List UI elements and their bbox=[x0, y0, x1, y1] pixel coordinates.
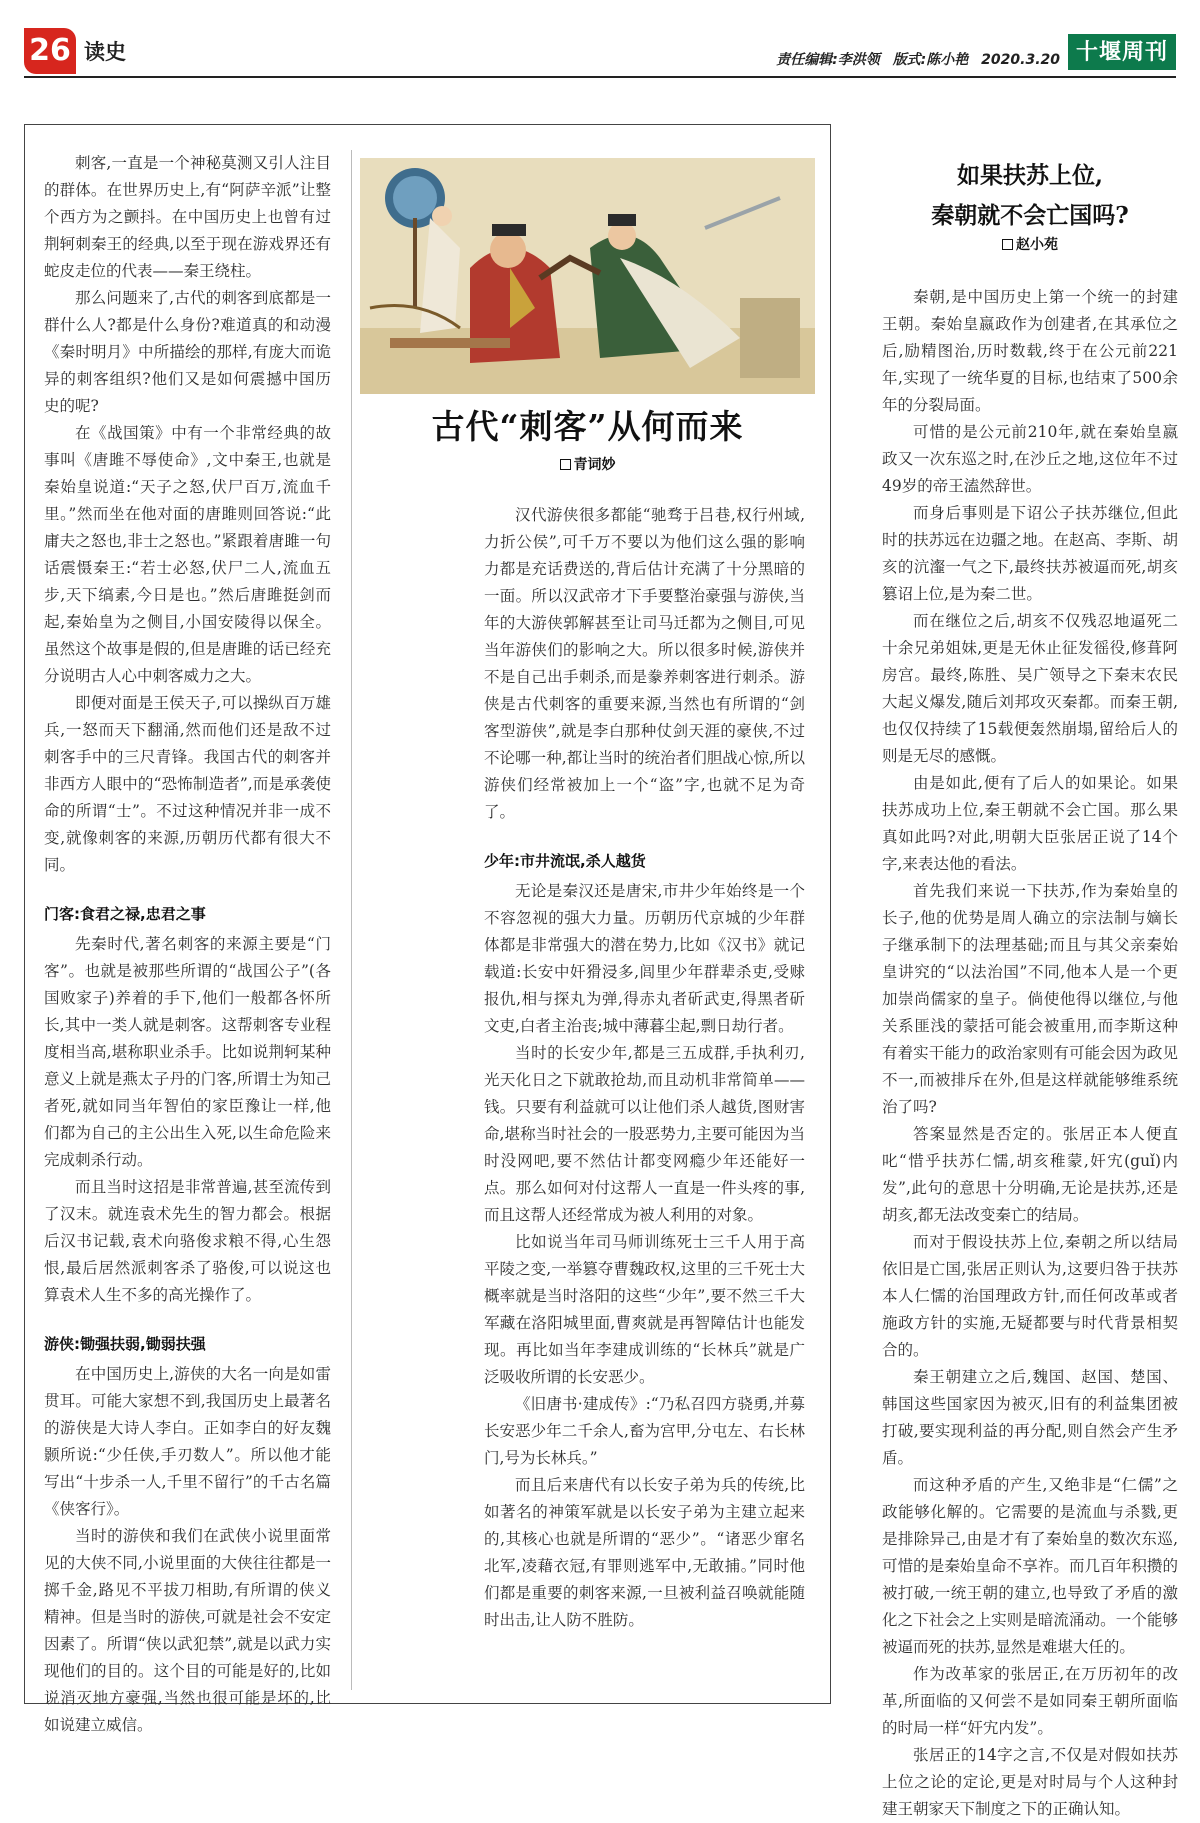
paragraph: 而且后来唐代有以长安子弟为兵的传统,比如著名的神策军就是以长安子弟为主建立起来的,其核心也就是所谓的“恶少”。“诸恶少窜名北军,凌藉衣冠,有罪则逃军中,无敢捕。”同时他们都是重要的刺客来源,一旦被利益召唤就能随时出击,让人防不胜防。 bbox=[484, 1476, 805, 1629]
paragraph: 可惜的是公元前210年,就在秦始皇嬴政又一次东巡之时,在沙丘之地,这位年不过49岁的帝王溘然辞世。 bbox=[882, 423, 1178, 495]
header-rule bbox=[24, 76, 1176, 78]
paragraph: 答案显然是否定的。张居正本人便直叱“惜乎扶苏仁懦,胡亥稚蒙,奸宄(guǐ)内发”,此句的意思十分明确,无论是扶苏,还是胡亥,都无法改变秦亡的结局。 bbox=[882, 1125, 1178, 1224]
header-credits bbox=[768, 50, 1060, 70]
side-article-title bbox=[880, 156, 1180, 236]
main-article-column-2 bbox=[484, 502, 805, 1634]
main-article-byline bbox=[360, 454, 815, 476]
paragraph: 而这种矛盾的产生,又绝非是“仁儒”之政能够化解的。它需要的是流血与杀戮,更是排除异己,由是才有了秦始皇的数次东巡,可惜的是秦始皇命不享祚。而几百年积攒的被打破,一统王朝的建立,也导致了矛盾的激化之下社会之上实则是暗流涌动。一个能够被逼而死的扶苏,显然是难堪大任的。 bbox=[882, 1476, 1178, 1656]
column-divider bbox=[351, 150, 352, 1690]
paragraph: 首先我们来说一下扶苏,作为秦始皇的长子,他的优势是周人确立的宗法制与嫡长子继承制下的法理基础;而且与其父亲秦始皇讲究的“以法治国”不同,他本人是一个更加崇尚儒家的皇子。倘使他得以继位,与他关系匪浅的蒙括可能会被重用,而李斯这种有着实干能力的政治家则有可能会因为政见不一,而被排斥在外,但是这样就能够维系统治了吗? bbox=[882, 882, 1178, 1116]
paragraph: 由是如此,便有了后人的如果论。如果扶苏成功上位,秦王朝就不会亡国。那么果真如此吗?对此,明朝大臣张居正说了14个字,来表达他的看法。 bbox=[882, 774, 1178, 873]
paragraph: 当时的游侠和我们在武侠小说里面常见的大侠不同,小说里面的大侠往往都是一掷千金,路见不平拔刀相助,有所谓的侠义精神。但是当时的游侠,可就是社会不安定因素了。所谓“侠以武犯禁”,就是以武力实现他们的目的。这个目的可能是好的,比如说消灭地方豪强,当然也很可能是坏的,比如说建立威信。 bbox=[44, 1527, 331, 1734]
paragraph: 张居正的14字之言,不仅是对假如扶苏上位之论的定论,更是对时局与个人这种封建王朝家天下制度之下的正确认知。 bbox=[882, 1746, 1178, 1818]
paragraph: 无论是秦汉还是唐宋,市井少年始终是一个不容忽视的强大力量。历朝历代京城的少年群体都是非常强大的潜在势力,比如《汉书》就记载道:长安中奸猾浸多,闾里少年群辈杀吏,受赇报仇,相与探丸为弹,得赤丸者斫武吏,得黑者斫文吏,白者主治丧;城中薄暮尘起,剽日劫行者。 bbox=[484, 882, 805, 1035]
paragraph: 而对于假设扶苏上位,秦朝之所以结局依旧是亡国,张居正则认为,这要归咎于扶苏本人仁懦的治国理政方针,而任何改革或者施政方针的实施,无疑都要与时代背景相契合的。 bbox=[882, 1233, 1178, 1359]
side-title-line-1: 如果扶苏上位, bbox=[956, 162, 1103, 189]
paragraph: 秦王朝建立之后,魏国、赵国、楚国、韩国这些国家因为被灭,旧有的利益集团被打破,要实现利益的再分配,则自然会产生矛盾。 bbox=[882, 1368, 1178, 1467]
main-article-title: 古代“刺客”从何而来 bbox=[431, 407, 744, 446]
section-name: 读史 bbox=[84, 40, 126, 64]
paragraph: 而且当时这招是非常普遍,甚至流传到了汉末。就连袁术先生的智力都会。根据后汉书记载,袁术向骆俊求粮不得,心生怨恨,最后居然派刺客杀了骆俊,可以说这也算袁术人生不多的高光操作了。 bbox=[44, 1178, 331, 1304]
main-author: 青词妙 bbox=[573, 457, 616, 473]
side-author: 赵小苑 bbox=[1016, 237, 1058, 253]
paragraph: 刺客,一直是一个神秘莫测又引人注目的群体。在世界历史上,有“阿萨辛派”让整个西方为之颤抖。在中国历史上也曾有过荆轲刺秦王的经典,以至于现在游戏界还有蛇皮走位的代表——秦王绕柱。 bbox=[44, 154, 331, 280]
side-article-body bbox=[882, 284, 1178, 1823]
paragraph: 先秦时代,著名刺客的来源主要是“门客”。也就是被那些所谓的“战国公子”(各国败家子)养着的手下,他们一般都各怀所长,其中一类人就是刺客。这帮刺客专业程度相当高,堪称职业杀手。比如说荆轲某种意义上就是燕太子丹的门客,所谓士为知己者死,就如同当年智伯的家臣豫让一样,他们都为自己的主公出生入死,以生命危险来完成刺杀行动。 bbox=[44, 935, 331, 1169]
paragraph: 而身后事则是下诏公子扶苏继位,但此时的扶苏远在边疆之地。在赵高、李斯、胡亥的沆瀣一气之下,最终扶苏被逼而死,胡亥篡诏上位,是为秦二世。 bbox=[882, 504, 1178, 603]
paragraph: 比如说当年司马师训练死士三千人用于高平陵之变,一举篡夺曹魏政权,这里的三千死士大概率就是当时洛阳的这些“少年”,要不然三千大军藏在洛阳城里面,曹爽就是再智障估计也能发现。再比如当年李建成训练的“长林兵”就是广泛吸收所谓的长安恶少。 bbox=[484, 1233, 805, 1386]
main-article-column-1 bbox=[44, 150, 331, 1739]
paragraph: 当时的长安少年,都是三五成群,手执利刃,光天化日之下就敢抢劫,而且动机非常简单——钱。只要有利益就可以让他们杀人越货,图财害命,堪称当时社会的一股恶势力,主要可能因为当时没网吧,要不然估计都变网瘾少年还能好一点。那么如何对付这帮人一直是一件头疼的事,而且这帮人还经常成为被人利用的对象。 bbox=[484, 1044, 805, 1224]
section-heading-shaonian: 少年:市井流氓,杀人越货 bbox=[484, 852, 646, 870]
byline-box-icon bbox=[560, 459, 571, 470]
paragraph: 在中国历史上,游侠的大名一向是如雷贯耳。可能大家想不到,我国历史上最著名的游侠是大诗人李白。正如李白的好友魏颢所说:“少任侠,手刃数人”。所以他才能写出“十步杀一人,千里不留行”的千古名篇《侠客行》。 bbox=[44, 1365, 331, 1518]
paragraph: 作为改革家的张居正,在万历初年的改革,所面临的又何尝不是如同秦王朝所面临的时局一样“奸宄内发”。 bbox=[882, 1665, 1178, 1737]
side-title-line-2: 秦朝就不会亡国吗? bbox=[931, 202, 1129, 229]
paragraph: 在《战国策》中有一个非常经典的故事叫《唐雎不辱使命》,文中秦王,也就是秦始皇说道:“天子之怒,伏尸百万,流血千里。”然而坐在他对面的唐雎则回答说:“此庸夫之怒也,非士之怒也。”紧跟着唐雎一句话震慑秦王:“若士必怒,伏尸二人,流血五步,天下缟素,今日是也。”然后唐雎挺剑而起,秦始皇为之侧目,小国安陵得以保全。虽然这个故事是假的,但是唐雎的话已经充分说明古人心中刺客威力之大。 bbox=[44, 424, 331, 685]
paragraph: 秦朝,是中国历史上第一个统一的封建王朝。秦始皇嬴政作为创建者,在其承位之后,励精图治,历时数载,终于在公元前221年,实现了一统华夏的目标,也结束了500余年的分裂局面。 bbox=[882, 288, 1178, 414]
paragraph: 那么问题来了,古代的刺客到底都是一群什么人?都是什么身份?难道真的和动漫《秦时明月》中所描绘的那样,有庞大而诡异的刺客组织?他们又是如何震撼中国历史的呢? bbox=[44, 289, 331, 415]
page-number-badge: 26 bbox=[24, 28, 76, 74]
paragraph: 《旧唐书·建成传》:“乃私召四方骁勇,并募长安恶少年二千余人,畜为宫甲,分屯左、右长林门,号为长林兵。” bbox=[484, 1395, 805, 1467]
side-article-byline bbox=[880, 234, 1180, 256]
assassin-illustration bbox=[360, 158, 815, 394]
paragraph: 即便对面是王侯天子,可以操纵百万雄兵,一怒而天下翻涌,然而他们还是敌不过刺客手中的三尺青锋。我国古代的刺客并非西方人眼中的“恐怖制造者”,而是承袭使命的所谓“士”。不过这种情况并非一成不变,就像刺客的来源,历朝历代都有很大不同。 bbox=[44, 694, 331, 874]
issue-date: 2020.3.20 bbox=[981, 52, 1060, 68]
paragraph: 汉代游侠很多都能“驰骛于吕巷,权行州域,力折公侯”,可千万不要以为他们这么强的影响力都是充话费送的,背后估计充满了十分黑暗的一面。所以汉武帝才下手要整治豪强与游侠,当年的大游侠郭解甚至让司马迁都为之侧目,可见当年游侠们的影响之大。所以很多时候,游侠并不是自己出手刺杀,而是豢养刺客进行刺杀。游侠是古代刺客的重要来源,当然也有所谓的“剑客型游侠”,就是李白那种仗剑天涯的豪侠,不过不论哪一种,都让当时的统治者们胆战心惊,所以游侠们经常被加上一个“盗”字,也就不足为奇了。 bbox=[484, 506, 805, 821]
layout-credit: 版式:陈小艳 bbox=[892, 52, 969, 68]
byline-box-icon bbox=[1002, 239, 1013, 250]
editor-credit: 责任编辑:李洪领 bbox=[776, 52, 880, 68]
masthead-logo: 十堰周刊 bbox=[1068, 34, 1176, 70]
section-heading-youxia: 游侠:锄强扶弱,锄弱扶强 bbox=[44, 1335, 206, 1353]
page-header bbox=[0, 0, 1200, 78]
section-heading-menke: 门客:食君之禄,忠君之事 bbox=[44, 905, 206, 923]
paragraph: 而在继位之后,胡亥不仅残忍地逼死二十余兄弟姐妹,更是无休止征发徭役,修葺阿房宫。最终,陈胜、吴广领导之下秦末农民大起义爆发,随后刘邦攻灭秦都。而秦王朝,也仅仅持续了15载便轰然崩塌,留给后人的则是无尽的感慨。 bbox=[882, 612, 1178, 765]
